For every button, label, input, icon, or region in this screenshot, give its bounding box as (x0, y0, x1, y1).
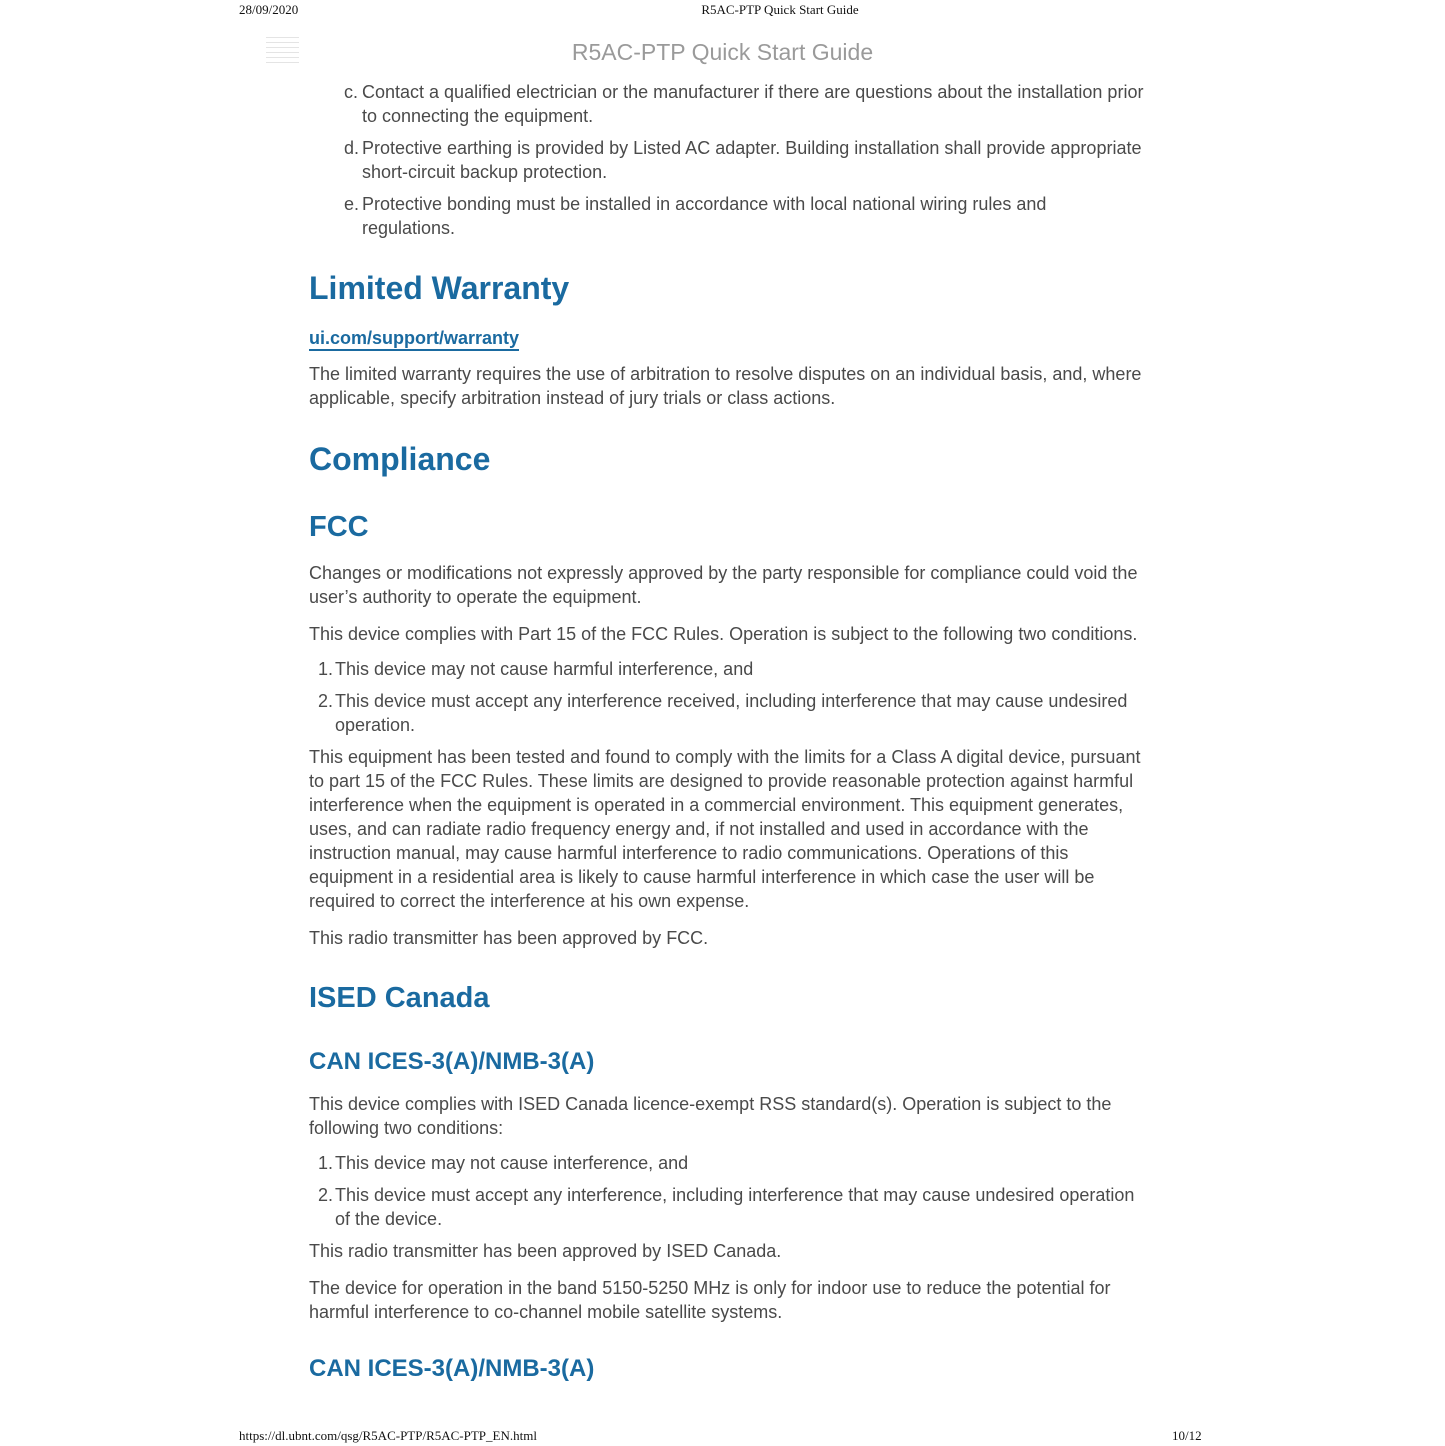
warranty-text: The limited warranty requires the use of arbitration to resolve disputes on an individual basis, and, where applicable, specify arbitration instead of jury trials or class actions. (309, 364, 1142, 408)
ised-paragraph: The device for operation in the band 5150-5250 MHz is only for indoor use to reduce the potential for harmful interference to co-channel mobile satellite systems. (309, 1278, 1111, 1322)
compliance-heading: Compliance (309, 441, 491, 477)
list-marker: c. (344, 82, 359, 102)
list-item (309, 1183, 1144, 1231)
fcc-paragraph: Changes or modifications not expressly approved by the party responsible for compliance could void the user’s authority to operate the equipment. (309, 563, 1138, 607)
list-marker: 2. (318, 1185, 334, 1205)
list-item (309, 657, 1144, 681)
list-item (309, 192, 1144, 240)
document-title: R5AC-PTP Quick Start Guide (571, 39, 874, 65)
list-text: This device must accept any interference received, including interference that may cause undesired operation. (335, 691, 1128, 735)
print-date: 28/09/2020 (239, 2, 299, 17)
list-text: Contact a qualified electrician or the manufacturer if there are questions about the installation prior to connecting the equipment. (362, 82, 1144, 126)
list-marker: 1. (318, 659, 334, 679)
list-item (309, 1151, 1144, 1175)
fcc-heading: FCC (309, 511, 369, 543)
print-url: https://dl.ubnt.com/qsg/R5AC-PTP/R5AC-PTP_EN.html (239, 1428, 537, 1443)
list-marker: e. (344, 194, 360, 214)
fcc-paragraph: This radio transmitter has been approved by FCC. (309, 928, 709, 948)
ised-heading: ISED Canada (309, 982, 490, 1014)
ised-paragraph: This device complies with ISED Canada licence-exempt RSS standard(s). Operation is subject to the following two conditions: (309, 1094, 1112, 1138)
ised-subheading-2: CAN ICES-3(A)/NMB-3(A) (309, 1355, 595, 1382)
print-footer (0, 1428, 1445, 1446)
list-text: Protective bonding must be installed in accordance with local national wiring rules and regulations. (362, 194, 1047, 238)
warranty-link[interactable]: ui.com/support/warranty (309, 328, 519, 351)
warranty-heading: Limited Warranty (309, 270, 570, 306)
list-text: Protective earthing is provided by Listed AC adapter. Building installation shall provide appropriate short-circuit backup protection. (362, 138, 1142, 182)
list-text: This device must accept any interference, including interference that may cause undesired operation of the device. (335, 1185, 1135, 1229)
safety-list (309, 80, 1144, 240)
list-marker: d. (344, 138, 360, 158)
list-item (309, 689, 1144, 737)
fcc-conditions (309, 657, 1144, 737)
list-marker: 2. (318, 691, 334, 711)
page-number: 10/12 (1172, 1428, 1202, 1443)
list-text: This device may not cause interference, and (335, 1153, 689, 1173)
list-text: This device may not cause harmful interference, and (335, 659, 754, 679)
list-item (309, 136, 1144, 184)
ised-paragraph: This radio transmitter has been approved by ISED Canada. (309, 1241, 782, 1261)
document-content (309, 80, 1144, 1384)
ised-conditions (309, 1151, 1144, 1231)
ised-subheading: CAN ICES-3(A)/NMB-3(A) (309, 1048, 595, 1075)
print-header (0, 2, 1445, 20)
list-marker: 1. (318, 1153, 334, 1173)
fcc-paragraph: This device complies with Part 15 of the FCC Rules. Operation is subject to the following two conditions. (309, 624, 1138, 644)
print-title: R5AC-PTP Quick Start Guide (701, 2, 859, 17)
list-item (309, 80, 1144, 128)
fcc-paragraph: This equipment has been tested and found to comply with the limits for a Class A digital device, pursuant to part 15 of the FCC Rules. These limits are designed to provide reasonable protection against harmful interference when the equipment is operated in a commercial environment. This equipment generates, uses, and can radiate radio frequency energy and, if not installed and used in accordance with the instruction manual, may cause harmful interference to radio communications. Operations of this equipment in a residential area is likely to cause harmful interference in which case the user will be required to correct the interference at his own expense. (309, 747, 1141, 911)
